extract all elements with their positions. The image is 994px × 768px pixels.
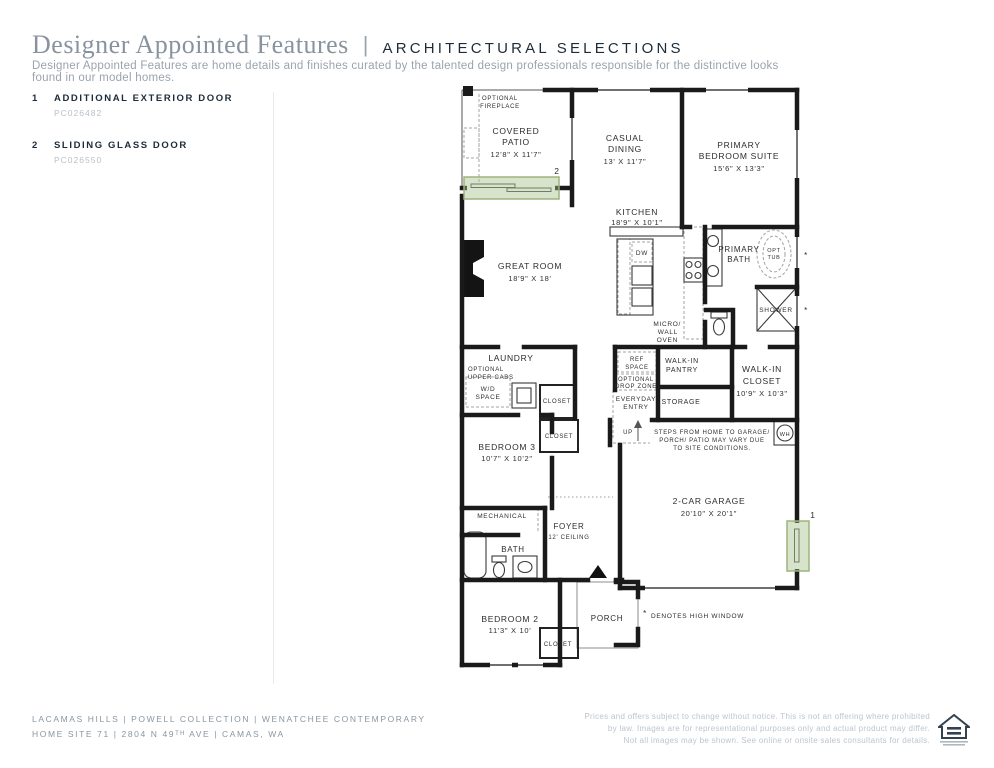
great-room-label: GREAT ROOM	[497, 261, 563, 271]
closet-label: CLOSET	[543, 642, 573, 648]
high-window-asterisk: *	[804, 306, 808, 315]
walk-in-pantry-label: WALK-IN	[665, 358, 699, 365]
up-arrow	[634, 420, 642, 441]
garage-dims: 20'10" X 20'1"	[680, 509, 738, 518]
opt-tub-label: OPT	[767, 248, 781, 254]
foyer-label: FOYER	[553, 522, 585, 531]
casual-dining-label: CASUAL	[605, 133, 645, 143]
fireplace-niche	[462, 240, 484, 297]
feature-marker-1: 1	[810, 510, 816, 520]
disclaimer-line: Not all images may be shown. See online or onsite sales consultants for details.	[623, 736, 930, 745]
wd-space-label: W/D	[480, 386, 496, 393]
everyday-entry-label: ENTRY	[623, 404, 649, 411]
feature-item-2	[32, 140, 262, 165]
bedroom3-label: BEDROOM 3	[478, 442, 536, 452]
upper-cabs-label: UPPER CABS	[468, 375, 514, 381]
casual-dining-label: DINING	[608, 144, 642, 154]
walk-in-pantry-label: PANTRY	[666, 367, 698, 374]
feature-code: PC026550	[54, 155, 103, 165]
optional-fireplace-label: OPTIONAL	[482, 96, 518, 102]
great-room-dims: 18'9" X 18'	[508, 274, 552, 283]
bedroom2-label: BEDROOM 2	[481, 614, 539, 624]
vertical-divider	[273, 92, 274, 684]
optional-fireplace-label: FIREPLACE	[480, 104, 520, 110]
garage-label: 2-CAR GARAGE	[672, 496, 746, 506]
disclaimer-line: by law. Images are for representational purposes only and actual product may differ.	[607, 724, 930, 733]
covered-patio-label: COVERED	[492, 126, 540, 136]
micro-wall-oven-label: MICRO/	[653, 321, 681, 328]
feature-item-1	[32, 93, 262, 118]
laundry-label: LAUNDRY	[488, 353, 534, 363]
feature-door-1-additional-exterior	[787, 521, 809, 571]
storage-label: STORAGE	[661, 399, 701, 406]
water-heater-label: WH	[779, 432, 791, 438]
feature-number: 1	[32, 93, 39, 104]
page-description: Designer Appointed Features are home details and finishes curated by the talented design professionals responsible for the distinctive looks found in our model homes.	[32, 60, 779, 84]
walk-in-closet-label: WALK-IN	[741, 364, 783, 374]
micro-wall-oven-label: WALL	[657, 329, 678, 336]
community-line: LACAMAS HILLS | POWELL COLLECTION | WENATCHEE CONTEMPORARY	[32, 714, 426, 724]
up-label: UP	[623, 430, 633, 436]
high-window-asterisk: *	[804, 251, 808, 260]
feature-label: SLIDING GLASS DOOR	[54, 140, 188, 151]
footer-community-info	[32, 714, 426, 744]
wd-space-label: SPACE	[475, 394, 501, 401]
high-window-note: DENOTES HIGH WINDOW	[651, 613, 745, 620]
steps-note: PORCH/ PATIO MAY VARY DUE	[659, 438, 765, 444]
kitchen-dims: 18'9" X 10'1"	[611, 218, 663, 227]
page-tagline: ARCHITECTURAL SELECTIONS	[382, 40, 684, 57]
page-header	[32, 30, 684, 60]
bath-label: BATH	[501, 545, 525, 554]
primary-bedroom-dims: 15'6" X 13'3"	[713, 164, 765, 173]
high-window-asterisk: *	[643, 609, 647, 618]
shower-label: SHOWER	[759, 307, 793, 314]
feature-code: PC026482	[54, 108, 103, 118]
closet-label: CLOSET	[542, 399, 572, 405]
closet-label: CLOSET	[544, 434, 574, 440]
page-title: Designer Appointed Features	[32, 30, 349, 59]
steps-note: STEPS FROM HOME TO GARAGE/	[654, 430, 770, 436]
everyday-entry-label: EVERYDAY	[615, 396, 657, 403]
equal-housing-icon	[938, 714, 970, 748]
address-line: HOME SITE 71 | 2804 N 49ᵀᴴ AVE | CAMAS, WA	[32, 729, 285, 739]
bedroom2-dims: 11'3" X 10'	[488, 626, 532, 635]
footer-disclaimer	[584, 712, 930, 748]
steps-note: TO SITE CONDITIONS.	[673, 446, 751, 452]
primary-bath-label: PRIMARY	[718, 245, 760, 254]
patio-post	[463, 86, 473, 96]
foyer-ceiling-label: 12' CEILING	[548, 535, 590, 541]
porch-label: PORCH	[590, 614, 624, 623]
feature-number: 2	[32, 140, 39, 151]
drop-zone-label: OPTIONAL	[618, 377, 654, 383]
primary-bath-label: BATH	[727, 255, 751, 264]
drop-zone-label: DROP ZONE	[615, 384, 657, 390]
feature-marker-2: 2	[554, 166, 560, 176]
feature-door-2-sliding-glass	[464, 177, 559, 199]
mechanical-label: MECHANICAL	[477, 513, 527, 520]
upper-cabs-label: OPTIONAL	[468, 367, 504, 373]
feature-list	[32, 93, 262, 187]
ref-space-label: SPACE	[625, 365, 649, 371]
bedroom3-dims: 10'7" X 10'2"	[481, 454, 533, 463]
covered-patio-label: PATIO	[502, 137, 530, 147]
dishwasher-label: DW	[635, 250, 649, 257]
casual-dining-dims: 13' X 11'7"	[603, 157, 647, 166]
feature-label: ADDITIONAL EXTERIOR DOOR	[54, 93, 234, 104]
walk-in-closet-label: CLOSET	[742, 376, 782, 386]
walk-in-closet-dims: 10'9" X 10'3"	[736, 389, 788, 398]
primary-bedroom-label: BEDROOM SUITE	[698, 151, 780, 161]
front-door-arrow	[589, 565, 607, 578]
primary-bedroom-label: PRIMARY	[717, 140, 761, 150]
kitchen-label: KITCHEN	[615, 207, 659, 217]
ref-space-label: REF	[629, 357, 645, 363]
micro-wall-oven-label: OVEN	[656, 337, 678, 344]
disclaimer-line: Prices and offers subject to change without notice. This is not an offering where prohibited	[584, 712, 930, 721]
opt-tub-label: TUB	[767, 255, 781, 261]
floor-plan-diagram	[440, 80, 830, 680]
covered-patio-dims: 12'8" X 11'7"	[490, 150, 542, 159]
title-divider: |	[362, 32, 369, 57]
